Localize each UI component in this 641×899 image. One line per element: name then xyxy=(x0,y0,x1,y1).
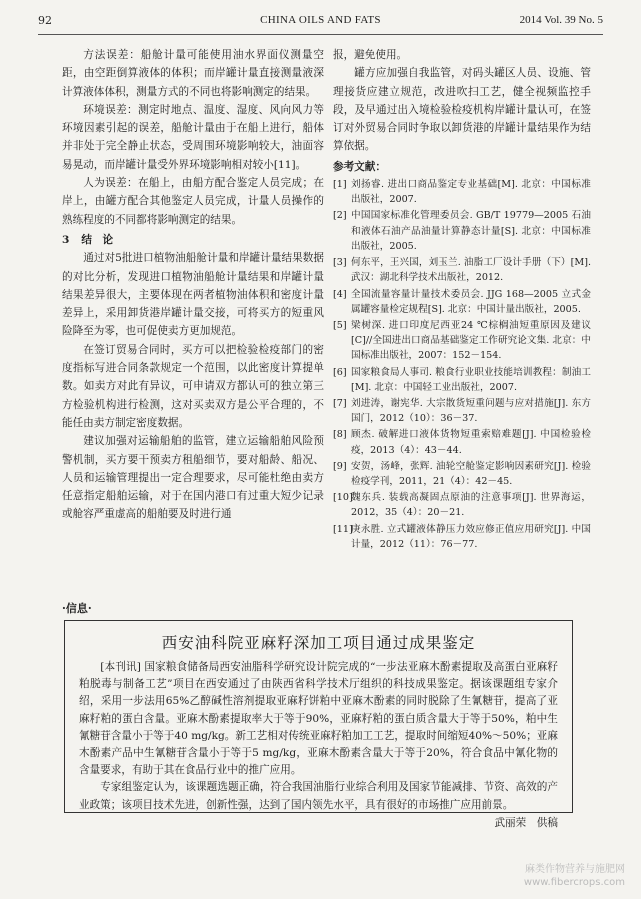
journal-name: CHINA OILS AND FATS xyxy=(260,14,381,26)
news-title: 西安油科院亚麻籽深加工项目通过成果鉴定 xyxy=(161,634,476,652)
news-paragraph: [本刊讯] 国家粮食储备局西安油脂科学研究设计院完成的“一步法亚麻木酚素提取及高蛋白亚麻籽粕脱毒与制备工艺”项目在西安通过了由陕西省科学技术厅组织的科技成果鉴定。据该课题组专家介绍，采用一步法用65%乙醇碱性溶剂提取亚麻籽饼粕中亚麻木酚素的同时脱除了生氰糖苷，提高了亚麻籽粕的蛋白含量。亚麻木酚素提取率大于等于90%，亚麻籽粕的蛋白质含量大于等于50%，粕中生氰糖苷含量小于等于40 mg/kg。新工艺相对传统亚麻籽粕加工工艺，提取时间缩短40%～50%；亚麻木酚素产品中生氰糖苷含量小于等于5 mg/kg，亚麻木酚素含量大于等于20%，符合食品中氰化物的含量要求，有助于其在食品行业中的推广应用。 xyxy=(79,661,558,777)
reference-number: [11] xyxy=(333,523,353,535)
reference-text: 中国国家标准化管理委员会. GB/T 19779—2005 石油和液体石油产品油量计算静态计量[S]. 北京：中国标准出版社，2005. xyxy=(351,210,591,252)
left-column xyxy=(62,46,324,524)
section-heading xyxy=(62,231,324,249)
conclusion-paragraph: 在签订贸易合同时，买方可以把检验检疫部门的密度指标写进合同条款规定一个范围，以此密度计算提单数。如卖方对此有异议，可申请双方都认可的独立第三方检验机构进行检测，这对买卖双方是公平合理的，不能任由卖方制定密度数据。 xyxy=(62,343,324,429)
right-column xyxy=(333,46,591,553)
reference-number: [2] xyxy=(333,210,347,222)
volume-issue: 2014 Vol. 39 No. 5 xyxy=(519,14,603,26)
reference-item xyxy=(333,522,591,552)
reference-number: [5] xyxy=(333,319,347,331)
reference-text: 顾杰. 破解进口液体货物短重索赔难题[J]. 中国检验检疫，2013（4）：43－44. xyxy=(351,429,591,456)
page-number: 92 xyxy=(38,14,52,27)
reference-text: 安贺，汤峰，张辉. 油轮空舱鉴定影响因素研究[J]. 检验检疫学刊，2011，21（4）：42－45. xyxy=(351,460,591,487)
section-number: 3 xyxy=(62,233,70,246)
reference-item xyxy=(333,396,591,426)
reference-item xyxy=(333,318,591,364)
reference-number: [8] xyxy=(333,429,347,441)
reference-item xyxy=(333,287,591,317)
reference-number: [3] xyxy=(333,257,347,269)
reference-item xyxy=(333,459,591,489)
info-label: ·信息· xyxy=(62,602,92,615)
reference-text: 何东平，王兴国，刘玉兰. 油脂工厂设计手册（下）[M]. 武汉：湖北科学技术出版社，2012. xyxy=(351,257,591,284)
reference-text: 刘进涛，谢宪华. 大宗散货短重问题与应对措施[J]. 东方国门，2012（10）：36－37. xyxy=(351,397,591,425)
reference-number: [1] xyxy=(333,179,347,191)
reference-number: [6] xyxy=(333,366,347,378)
news-box xyxy=(64,620,573,829)
references-title: 参考文献： xyxy=(333,160,386,173)
header-rule xyxy=(38,34,603,35)
reference-item xyxy=(333,490,591,520)
reference-item xyxy=(333,208,591,254)
reference-item xyxy=(333,255,591,285)
running-header xyxy=(38,14,603,34)
conclusion-paragraph: 通过对5批进口植物油船舱计量和岸罐计量结果数据的对比分析，发现进口植物油船舱计量结果和岸罐计量结果差异很大，主要体现在两者植物油体积和密度计量差异上，采用卸货港岸罐计量交接，可将买方的短重风险降至为零，也可促使卖方更加规范。 xyxy=(62,252,324,338)
reference-number: [7] xyxy=(333,397,347,409)
reference-text: 刘扬睿. 进出口商品鉴定专业基础[M]. 北京：中国标准出版社，2007. xyxy=(351,179,591,206)
reference-item xyxy=(333,177,591,207)
reference-number: [4] xyxy=(333,288,347,300)
reference-text: 全国流量容量计量技术委员会. JJG 168—2005 立式金属罐容量检定规程[S]. 北京：中国计量出版社，2005. xyxy=(351,288,591,315)
watermark-line: www.fibercrops.com xyxy=(523,877,625,888)
reference-text: 魏东兵. 装载高凝固点原油的注意事项[J]. 世界海运，2012，35（4）：20－21. xyxy=(351,492,591,519)
reference-number: [9] xyxy=(333,460,347,472)
paragraph-method-error: 方法误差：船舱计量可能使用油水界面仪测量空距，由空距倒算液体的体积；而岸罐计量直接测量液深计算液体体积，测量方式的不同也将影响测定的结果。 xyxy=(62,49,324,98)
section-title: 结 论 xyxy=(81,233,114,246)
reference-list xyxy=(333,177,591,552)
reference-text: 梁树深. 进口印度尼西亚24 ℃棕榈油短重原因及建议[C]//全国进出口商品基础鉴定工作研究论文集. 北京：中国标准出版社，2007：152－154. xyxy=(351,319,591,362)
continuation-text: 报，避免使用。 xyxy=(333,49,408,61)
news-paragraph: 专家组鉴定认为，该课题选题正确，符合我国油脂行业综合利用及国家节能减排、节资、高效的产业政策；该项目技术先进，创新性强，达到了国内领先水平，具有很好的市场推广应用前景。 xyxy=(79,781,558,811)
reference-text: 庚永胜. 立式罐液体静压力效应修正值应用研究[J]. 中国计量，2012（11）：76－77. xyxy=(351,523,591,550)
reference-number: [10] xyxy=(333,492,353,504)
paragraph-environment-error: 环境误差：测定时地点、温度、湿度、风向风力等环境因素引起的误差，船舱计量由于在船上进行，船体并非处于完全静止状态，受周围环境影响较大，油面容易晃动，而岸罐计量受外界环境影响相对较小[11]。 xyxy=(62,103,324,171)
reference-item xyxy=(333,427,591,457)
conclusion-paragraph: 建议加强对运输船舶的监管，建立运输船舶风险预警机制，买方要干预卖方租船细节，要对船龄、船况、人员和运输管理提出一定合理要求，尽可能杜绝由卖方任意指定船舶运输，对于在国内港口有过重大短少记录或舱容严重虚高的船舶要及时进行通 xyxy=(62,435,324,521)
watermark-line: 麻类作物营养与施肥网 xyxy=(525,864,625,875)
paragraph-human-error: 人为误差：在船上，由船方配合鉴定人员完成；在岸上，由罐方配合其他鉴定人员完成，计量人员操作的熟练程度的不同都将影响测定的结果。 xyxy=(62,177,324,226)
reference-item xyxy=(333,365,591,395)
reference-text: 国家粮食局人事司. 粮食行业职业技能培训教程：制油工[M]. 北京：中国轻工业出版社，2007. xyxy=(351,366,591,393)
news-author: 武丽荣 供稿 xyxy=(494,816,558,829)
paragraph-tank-side: 罐方应加强自我监管，对码头罐区人员、设施、管理接货应建立规范，改进吹扫工艺，健全视频监控手段，及早通过出入境检验检疫机构岸罐计量认可，在签订对外贸易合同时争取以卸货港的岸罐计量结果作为结算依据。 xyxy=(333,67,591,153)
watermark xyxy=(524,863,625,889)
